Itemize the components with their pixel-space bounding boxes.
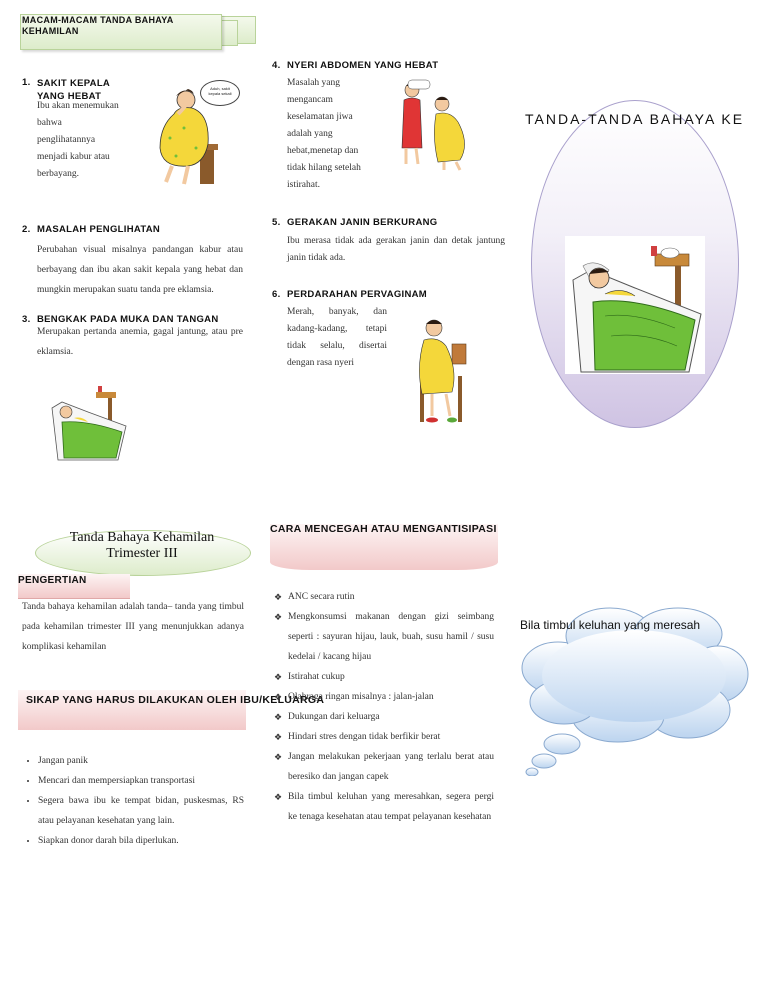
bleeding-woman-illustration (412, 316, 482, 428)
cara-item: ❖ Hindari stres dengan tidak berfikir berat (274, 727, 494, 747)
cara-item: ❖ Olahraga ringan misalnya : jalan-jalan (274, 687, 494, 707)
sign-4-title: NYERI ABDOMEN YANG HEBAT (287, 60, 439, 71)
cover-title: TANDA-TANDA BAHAYA KE (525, 111, 745, 127)
cara-item: ❖ Dukungan dari keluarga (274, 707, 494, 727)
abdominal-pain-illustration (394, 78, 480, 174)
sign-3-text: Merupakan pertanda anemia, gagal jantung, atau pre eklamsia. (37, 327, 243, 357)
sikap-list-container (22, 751, 244, 851)
sign-1-number: 1. (22, 77, 31, 88)
sign-5-number: 5. (272, 217, 281, 228)
sign-6-title: PERDARAHAN PERVAGINAM (287, 289, 428, 300)
sign-3-title: BENGKAK PADA MUKA DAN TANGAN (37, 314, 219, 325)
cara-item: ❖ ANC secara rutin (274, 587, 494, 607)
sikap-item: • Segera bawa ibu ke tempat bidan, puskesmas, RS atau pelayanan kesehatan yang lain. (38, 791, 244, 831)
sign-5-title: GERAKAN JANIN BERKURANG (287, 217, 438, 228)
sign-2-number: 2. (22, 224, 31, 235)
sign-2-text: Perubahan visual misalnya pandangan kabur atau berbayang dan ibu akan sakit kepala yang hebat dan mungkin merupakan suatu tanda pre eklamsia. (37, 245, 243, 295)
woman-in-bed-illustration (48, 382, 128, 462)
sign-4-number: 4. (272, 60, 281, 71)
cara-item: ❖ Mengkonsumsi makanan dengan gizi seimbang seperti : sayuran hijau, lauk, buah, susu hamil / susu kedelai / kacang hijau (274, 607, 494, 667)
sikap-item: • Jangan panik (38, 751, 244, 771)
cover-illustration (565, 236, 705, 374)
cara-item: ❖ Istirahat cukup (274, 667, 494, 687)
cara-list-container (274, 587, 494, 827)
cara-item: ❖ Bila timbul keluhan yang meresahkan, segera pergi ke tenaga kesehatan atau tempat pelayanan kesehatan (274, 787, 494, 827)
trimester-title: Tanda Bahaya Kehamilan Trimester III (69, 530, 215, 561)
sign-1-text: Ibu akan menemukan bahwa penglihatannya menjadi kabur atau berbayang. (37, 101, 119, 179)
speech-bubble (200, 80, 240, 106)
page-title: MACAM-MACAM TANDA BAHAYA KEHAMILAN (22, 15, 174, 36)
pengertian-heading: PENGERTIAN (18, 575, 87, 586)
pengertian-text: Tanda bahaya kehamilan adalah tanda– tanda yang timbul pada kehamilan trimester III yang menunjukkan adanya komplikasi kehamilan (22, 602, 244, 652)
sign-3-number: 3. (22, 314, 31, 325)
cara-item: ❖ Jangan melakukan pekerjaan yang terlalu berat atau beresiko dan jangan capek (274, 747, 494, 787)
cara-heading: CARA MENCEGAH ATAU MENGANTISIPASI (270, 523, 497, 535)
sign-1-title: SAKIT KEPALA YANG HEBAT (37, 78, 110, 102)
sign-6-number: 6. (272, 289, 281, 300)
sign-2-title: MASALAH PENGLIHATAN (37, 224, 161, 235)
sign-6-text: Merah, banyak, dan kadang-kadang, tetapi tidak selalu, disertai dengan rasa nyeri (287, 307, 387, 368)
sikap-heading: SIKAP YANG HARUS DILAKUKAN OLEH IBU/KELUARGA (26, 694, 325, 706)
speech-bubble-text: Aduh, sakit kepala sekali (208, 86, 232, 96)
sign-4-text: Masalah yang mengancam keselamatan jiwa adalah yang hebat,menetap dan tidak hilang setelah istirahat. (287, 78, 361, 190)
cloud-text: Bila timbul keluhan yang meresah (520, 618, 701, 632)
sign-5-text: Ibu merasa tidak ada gerakan janin dan detak jantung janin tidak ada. (287, 236, 505, 263)
cara-list (274, 587, 494, 827)
sikap-item: • Mencari dan mempersiapkan transportasi (38, 771, 244, 791)
sikap-item: • Siapkan donor darah bila diperlukan. (38, 831, 244, 851)
sikap-list (22, 751, 244, 851)
